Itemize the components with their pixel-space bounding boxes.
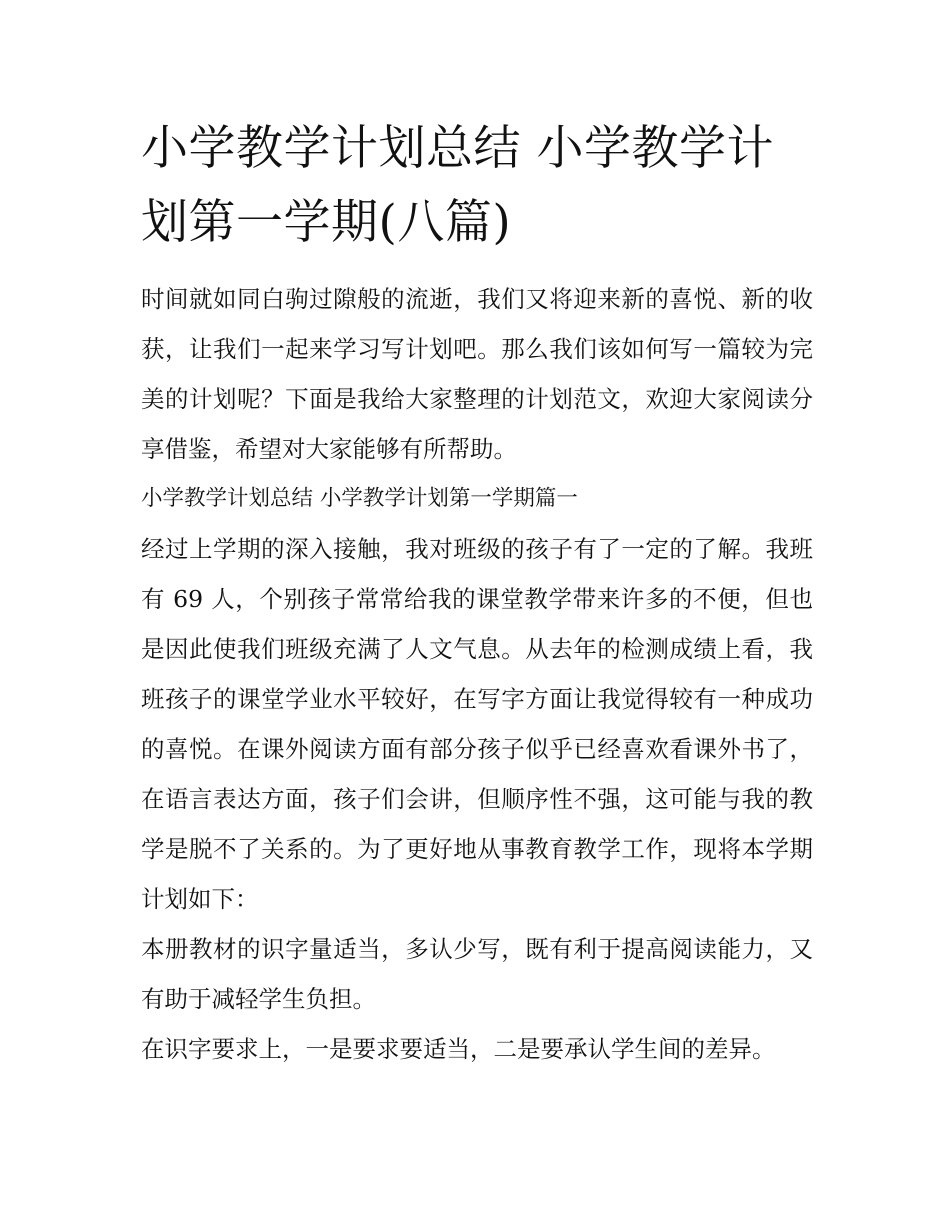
intro-paragraph: 时间就如同白驹过隙般的流逝，我们又将迎来新的喜悦、新的收获，让我们一起来学习写计划吧。那么我们该如何写一篇较为完美的计划呢？下面是我给大家整理的计划范文，欢迎大家阅读分享借鉴，希望对大家能够有所帮助。 bbox=[141, 285, 813, 463]
body-paragraph: 经过上学期的深入接触，我对班级的孩子有了一定的了解。我班有 69 人，个别孩子常常给我的课堂教学带来许多的不便，但也是因此使我们班级充满了人文气息。从去年的检测成绩上看，我班孩子的课堂学业水平较好，在写字方面让我觉得较有一种成功的喜悦。在课外阅读方面有部分孩子似乎已经喜欢看课外书了，在语言表达方面，孩子们会讲，但顺序性不强，这可能与我的教学是脱不了关系的。为了更好地从事教育教学工作，现将本学期计划如下： bbox=[141, 535, 813, 913]
section-heading: 小学教学计划总结 小学教学计划第一学期篇一 bbox=[141, 486, 578, 511]
document-title: 小学教学计划总结 小学教学计划第一学期(八篇) bbox=[141, 121, 774, 250]
body-paragraph: 本册教材的识字量适当，多认少写，既有利于提高阅读能力，又有助于减轻学生负担。 bbox=[141, 935, 813, 1013]
document-page bbox=[141, 112, 813, 1074]
body-paragraph: 在识字要求上，一是要求要适当，二是要承认学生间的差异。 bbox=[141, 1035, 776, 1063]
